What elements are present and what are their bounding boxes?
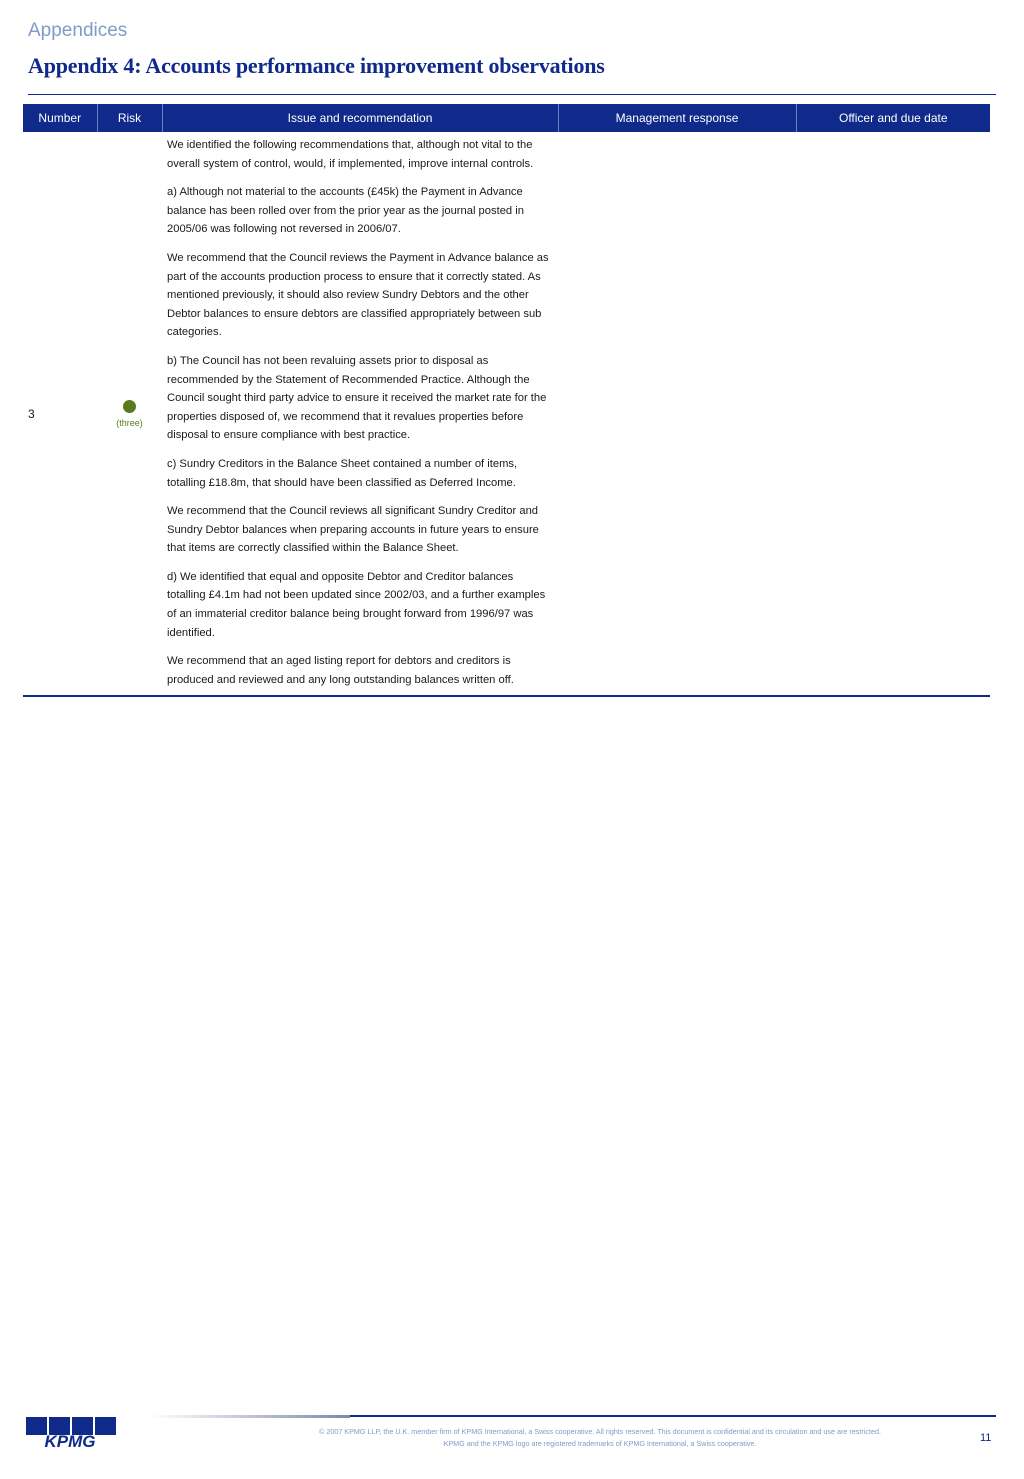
page-title: Appendix 4: Accounts performance improvement observations (28, 53, 605, 78)
issue-recommendation-cell (162, 132, 558, 696)
risk-indicator-icon (123, 400, 136, 413)
footer-legal (280, 1426, 920, 1450)
column-header-risk: Risk (97, 104, 162, 132)
footer-legal-line: KPMG and the KPMG logo are registered trademarks of KPMG International, a Swiss cooperative. (443, 1439, 757, 1448)
issue-paragraph: a) Although not material to the accounts (£45k) the Payment in Advance balance has been rolled over from the prior year as the journal posted in 2005/06 was following not reversed in 2006/07. (167, 186, 524, 236)
column-header-number: Number (23, 104, 97, 132)
row-number: 3 (28, 406, 35, 421)
issue-paragraph: We recommend that the Council reviews the Payment in Advance balance as part of the accounts production process to ensure that it correctly stated. As mentioned previously, it should also review Sundry Debtors and the other Debtor balances to ensure debtors are classified appropriately between sub categories. (167, 251, 549, 339)
issue-paragraph: b) The Council has not been revaluing assets prior to disposal as recommended by the Statement of Recommended Practice. Although the Council sought third party advice to ensure it received the market rate for the properties disposed of, we recommend that it revalues properties before disposal to ensure compliance with best practice. (167, 354, 547, 442)
footer-legal-line: © 2007 KPMG LLP, the U.K. member firm of KPMG International, a Swiss cooperative. All rights reserved. This document is confidential and its circulation and use are restricted. (319, 1427, 881, 1436)
table-header-row (23, 104, 990, 132)
issue-paragraph: d) We identified that equal and opposite Debtor and Creditor balances totalling £4.1m had not been updated since 2002/03, and a further examples of an immaterial creditor balance being brought forward from 1996/97 was identified. (167, 570, 546, 639)
issue-paragraph: We recommend that the Council reviews all significant Sundry Creditor and Sundry Debtor balances when preparing accounts in future years to ensure that items are correctly classified within the Balance Sheet. (167, 505, 539, 555)
page-number: 11 (980, 1432, 992, 1444)
observations-table (23, 104, 990, 697)
table-row (23, 132, 990, 696)
risk-cell (97, 132, 162, 696)
issue-paragraph: We identified the following recommendations that, although not vital to the overall system of control, would, if implemented, improve internal controls. (167, 139, 534, 170)
risk-label: (three) (116, 417, 143, 428)
column-header-management-response: Management response (558, 104, 796, 132)
column-header-issue: Issue and recommendation (162, 104, 558, 132)
officer-due-date-cell (796, 132, 990, 696)
column-header-officer-due-date: Officer and due date (796, 104, 990, 132)
section-label: Appendices (28, 20, 128, 41)
management-response-cell (558, 132, 796, 696)
title-divider (28, 94, 996, 95)
issue-paragraph: We recommend that an aged listing report for debtors and creditors is produced and reviewed and any long outstanding balances written off. (167, 655, 514, 686)
footer-divider (350, 1415, 996, 1417)
kpmg-logo (24, 1417, 116, 1449)
kpmg-logo-text: KPMG (44, 1432, 96, 1449)
issue-paragraph: c) Sundry Creditors in the Balance Sheet contained a number of items, totalling £18.8m, that should have been classified as Deferred Income. (167, 457, 518, 489)
footer-divider-fade (150, 1415, 350, 1418)
